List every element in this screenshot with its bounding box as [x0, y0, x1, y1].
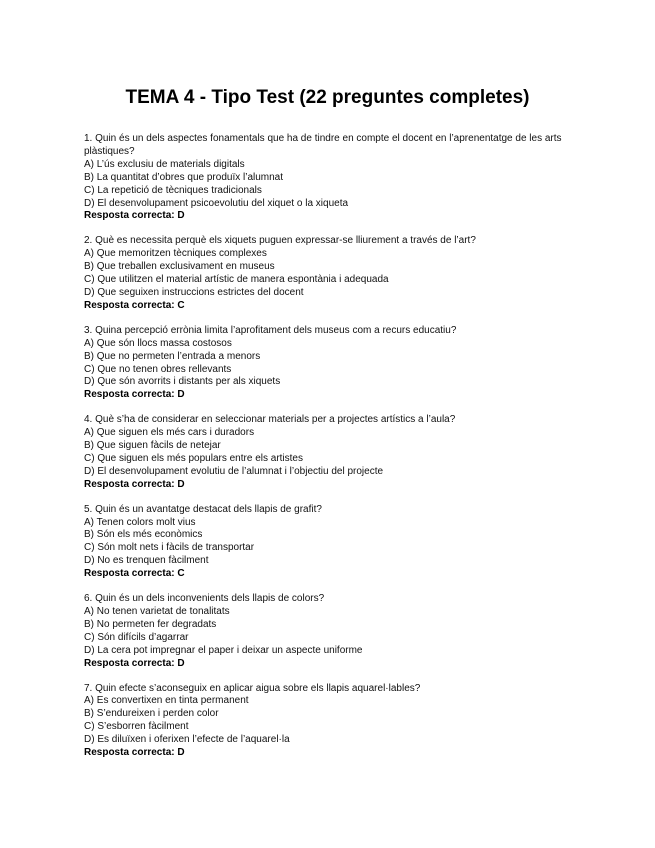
correct-answer: Resposta correcta: C [84, 299, 185, 311]
option-b: B) Que siguen fàcils de netejar [84, 440, 221, 452]
question-text: 2. Què es necessita perquè els xiquets puguen expressar-se lliurement a través de l’art? [84, 235, 476, 247]
option-c: C) Són difícils d’agarrar [84, 631, 189, 643]
question-text: 6. Quin és un dels inconvenients dels llapis de colors? [84, 593, 325, 605]
question-block [84, 683, 604, 760]
question-text: 5. Quin és un avantatge destacat dels llapis de grafit? [84, 503, 322, 515]
correct-answer: Resposta correcta: D [84, 478, 185, 490]
option-a: A) Tenen colors molt vius [84, 516, 196, 528]
question-text: 1. Quin és un dels aspectes fonamentals que ha de tindre en compte el docent en l’aprenentatge de les arts plàstiques? [84, 133, 562, 157]
option-b: B) No permeten fer degradats [84, 618, 217, 630]
option-a: A) Que siguen els més cars i duradors [84, 427, 255, 439]
correct-answer: Resposta correcta: D [84, 657, 185, 669]
option-b: B) S’endureixen i perden color [84, 708, 219, 720]
option-a: A) Que són llocs massa costosos [84, 337, 232, 349]
option-d: D) Que seguixen instruccions estrictes del docent [84, 286, 304, 298]
question-block [84, 504, 604, 581]
option-c: C) Són molt nets i fàcils de transportar [84, 542, 255, 554]
option-a: A) No tenen varietat de tonalitats [84, 606, 230, 617]
option-a: A) Que memoritzen tècniques complexes [84, 248, 267, 260]
option-d: D) Que són avorrits i distants per als xiquets [84, 376, 281, 388]
option-d: D) El desenvolupament evolutiu de l’alumnat i l’objectiu del projecte [84, 465, 384, 477]
correct-answer: Resposta correcta: C [84, 568, 185, 580]
correct-answer: Resposta correcta: D [84, 389, 185, 401]
option-c: C) Que siguen els més populars entre els artistes [84, 452, 303, 464]
option-c: C) S’esborren fàcilment [84, 721, 189, 733]
option-b: B) Que treballen exclusivament en museus [84, 261, 275, 273]
correct-answer: Resposta correcta: D [84, 747, 185, 759]
question-text: 7. Quin efecte s’aconseguix en aplicar aigua sobre els llapis aquarel·lables? [84, 682, 421, 694]
question-block [84, 414, 604, 491]
option-d: D) No es trenquen fàcilment [84, 555, 209, 567]
option-d: D) El desenvolupament psicoevolutiu del xiquet o la xiqueta [84, 197, 349, 209]
question-text: 4. Què s’ha de considerar en seleccionar materials per a projectes artístics a l’aula? [84, 414, 456, 426]
option-b: B) Són els més econòmics [84, 529, 203, 541]
question-block [84, 593, 604, 670]
option-c: C) Que no tenen obres rellevants [84, 363, 232, 375]
option-d: D) La cera pot impregnar el paper i deixar un aspecte uniforme [84, 644, 363, 656]
option-b: B) Que no permeten l’entrada a menors [84, 350, 261, 362]
option-a: A) Es convertixen en tinta permanent [84, 695, 249, 707]
option-c: C) Que utilitzen el material artístic de manera espontània i adequada [84, 274, 389, 286]
question-block [84, 325, 604, 402]
question-text: 3. Quina percepció errònia limita l’aprofitament dels museus com a recurs educatiu? [84, 324, 457, 336]
question-list [84, 133, 604, 772]
question-block [84, 133, 604, 223]
question-block [84, 235, 604, 312]
correct-answer: Resposta correcta: D [84, 210, 185, 222]
option-d: D) Es diluïxen i oferixen l’efecte de l’aquarel·la [84, 734, 290, 746]
option-b: B) La quantitat d’obres que produïx l’alumnat [84, 171, 284, 183]
page-title: TEMA 4 - Tipo Test (22 preguntes completes) [125, 87, 530, 108]
option-c: C) La repetició de tècniques tradicionals [84, 184, 262, 196]
option-a: A) L’ús exclusiu de materials digitals [84, 158, 245, 170]
